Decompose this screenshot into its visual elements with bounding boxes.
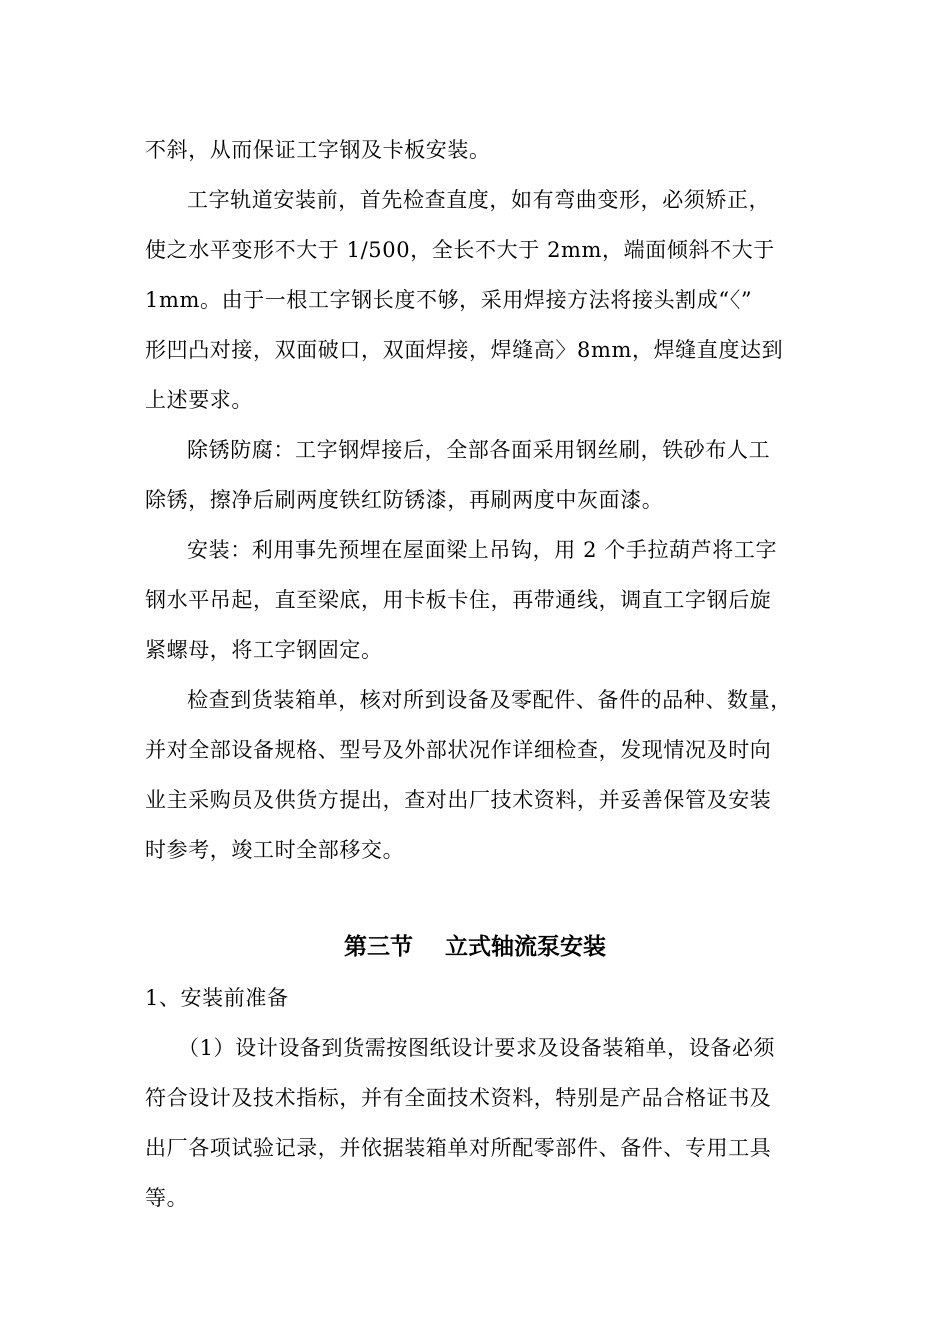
- paragraph-line: 检查到货装箱单，核对所到设备及零配件、备件的品种、数量，: [187, 688, 792, 712]
- paragraph-line: 除锈防腐：工字钢焊接后，全部各面采用钢丝刷，铁砂布人工: [187, 438, 771, 462]
- paragraph-line: 并对全部设备规格、型号及外部状况作详细检查，发现情况及时向: [145, 738, 772, 762]
- paragraph-line: 工字轨道安装前，首先检查直度，如有弯曲变形，必须矫正，: [187, 188, 771, 212]
- paragraph-line: 使之水平变形不大于 1/500，全长不大于 2mm，端面倾斜不大于: [145, 238, 775, 262]
- paragraph-line: 紧螺母，将工字钢固定。: [145, 638, 383, 662]
- paragraph-line: （1）设计设备到货需按图纸设计要求及设备装箱单，设备必须: [178, 1036, 776, 1060]
- paragraph-line: 除锈，擦净后刷两度铁红防锈漆，再刷两度中灰面漆。: [145, 488, 664, 512]
- paragraph-line: 时参考，竣工时全部移交。: [145, 838, 405, 862]
- paragraph-line: 出厂各项试验记录，并依据装箱单对所配零部件、备件、专用工具: [145, 1136, 772, 1160]
- paragraph-line: 等。: [145, 1186, 189, 1210]
- paragraph-line: 钢水平吊起，直至梁底，用卡板卡住，再带通线，调直工字钢后旋: [145, 588, 772, 612]
- paragraph-line: 1mm。由于一根工字钢长度不够，采用焊接方法将接头割成“〈”: [145, 288, 753, 312]
- section-heading: 第三节 立式轴流泵安装: [343, 933, 607, 960]
- paragraph-line: 不斜，从而保证工字钢及卡板安装。: [145, 138, 491, 162]
- paragraph-line: 安装：利用事先预埋在屋面梁上吊钩，用 2 个手拉葫芦将工字: [187, 538, 778, 562]
- paragraph-line: 符合设计及技术指标，并有全面技术资料，特别是产品合格证书及: [145, 1086, 772, 1110]
- paragraph-line: 形凹凸对接，双面破口，双面焊接，焊缝高〉8mm，焊缝直度达到: [145, 338, 784, 362]
- paragraph-line: 业主采购员及供货方提出，查对出厂技术资料，并妥善保管及安装: [145, 788, 772, 812]
- subheading: 1、安装前准备: [145, 986, 289, 1010]
- paragraph-line: 上述要求。: [145, 388, 253, 412]
